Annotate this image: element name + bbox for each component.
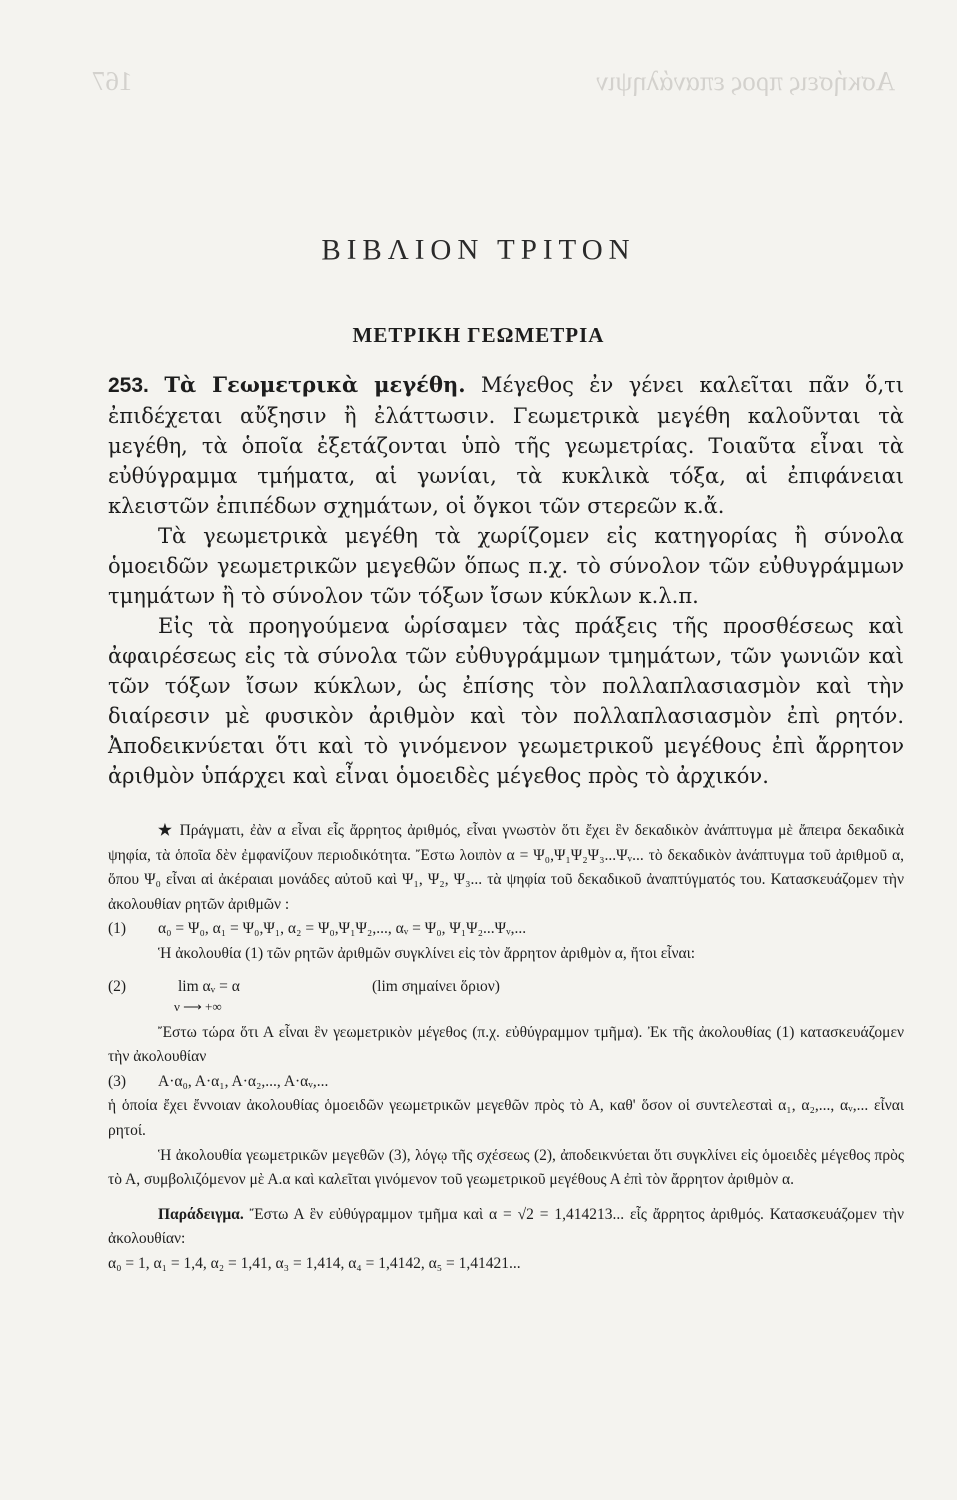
section-number: 253. [108,374,149,397]
paragraph-253 [108,370,904,521]
main-text [108,370,904,791]
bleed-through-page-number: 167 [92,66,133,96]
note-paragraph-5: Ἡ ἀκολουθία γεωμετρικῶν μεγεθῶν (3), λόγῳ τῆς σχέσεως (2), ἀποδεικνύεται ὅτι συγκλίνει εἰς ὁμοειδὲς μέγεθος πρὸς τὸ Α, συμβολιζόμενον μὲ Α.α καὶ καλεῖται γινόμενον τοῦ γεωμετρικοῦ μεγέθους Α ἐπὶ τὸν ἄρρητον ἀριθμὸν α. [108,1146,904,1189]
note-paragraph-4: ἡ ὁποία ἔχει ἔννοιαν ἀκολουθίας ὁμοειδῶν γεωμετρικῶν μεγεθῶν πρὸς τὸ Α, καθ' ὅσον οἱ συντελεσταὶ α₁, α₂,..., αᵥ,... εἶναι ρητοί. [108,1097,904,1139]
example-equation [108,1252,904,1277]
equation-1-body: α₀ = Ψ₀, α₁ = Ψ₀,Ψ₁, α₂ = Ψ₀,Ψ₁Ψ₂,..., αᵥ = Ψ₀, Ψ₁Ψ₂...Ψᵥ,... [158,920,527,938]
example-equation-body: α₀ = 1, α₁ = 1,4, α₂ = 1,41, α₃ = 1,414, α₄ = 1,4142, α₅ = 1,41421... [108,1254,521,1272]
paragraph-operations: Εἰς τὰ προηγούμενα ὡρίσαμεν τὰς πράξεις τῆς προσθέσεως καὶ ἀφαιρέσεως εἰς τὰ σύνολα τῶν εὐθυγράμμων τμημάτων, τῶν γωνιῶν καὶ τῶν τόξων ἴσων κύκλων, ὡς ἐπίσης τὸν πολλαπλασιασμὸν καὶ τὴν διαίρεσιν μὲ φυσικὸν ἀριθμὸν καὶ τὸν πολλαπλασιασμὸν ἐπὶ ρητόν. Ἀποδεικνύεται ὅτι καὶ τὸ γινόμενον γεωμετρικοῦ μεγέθους ἐπὶ ἄρρητον ἀριθμὸν ὑπάρχει καὶ εἶναι ὁμοειδὲς μέγεθος πρὸς τὸ ἀρχικόν. [108,614,904,788]
note-paragraph-2: Ἡ ἀκολουθία (1) τῶν ρητῶν ἀριθμῶν συγκλίνει εἰς τὸν ἄρρητον ἀριθμὸν α, ἤτοι εἶναι: [158,944,696,962]
section-heading: Τὰ Γεωμετρικὰ μεγέθη. [164,372,466,397]
note-paragraph-3: Ἔστω τώρα ὅτι Α εἶναι ἓν γεωμετρικὸν μέγεθος (π.χ. εὐθύγραμμον τμῆμα). Ἐκ τῆς ἀκολουθίας (1) κατασκευάζομεν τὴν ἀκολουθίαν [108,1023,904,1066]
star-icon: ★ [158,822,174,839]
equation-3 [108,1070,904,1095]
example-text: Ἔστω Α ἓν εὐθύγραμμον τμῆμα καὶ α = √2 = 1,414213... εἷς ἄρρητος ἀριθμός. Κατασκευάζομεν τὴν ἀκολουθίαν: [108,1205,904,1248]
paragraph-categories: Τὰ γεωμετρικὰ μεγέθη τὰ χωρίζομεν εἰς κατηγορίας ἢ σύνολα ὁμοειδῶν γεωμετρικῶν μεγεθῶν ὅπως π.χ. τὸ σύνολον τῶν εὐθυγράμμων τμημάτων ἢ τὸ σύνολον τῶν τόξων ἴσων κύκλων κ.λ.π. [108,524,904,608]
note-text-1: Πράγματι, ἐὰν α εἶναι εἷς ἄρρητος ἀριθμός, εἶναι γνωστὸν ὅτι ἔχει ἓν δεκαδικὸν ἀνάπτυγμα μὲ ἄπειρα δεκαδικὰ ψηφία, τὰ ὁποῖα δὲν ἐμφανίζουν περιοδικότητα. Ἔστω λοιπὸν α = Ψ₀,Ψ₁Ψ₂Ψ₃...Ψᵥ... τὸ δεκαδικὸν ἀνάπτυγμα τοῦ ἀριθμοῦ α, ὅπου Ψ₀ εἶναι αἱ ἀκέραιαι μονάδες αὐτοῦ καὶ Ψ₁, Ψ₂, Ψ₃... τὰ ψηφία τοῦ δεκαδικοῦ ἀναπτύγματός του. Κατασκευάζομεν τὴν ἀκολουθίαν ρητῶν ἀριθμῶν : [108,822,904,913]
equation-2-number: (2) [108,977,127,995]
equation-2-body: lim αᵥ = α [178,977,240,995]
equation-3-number: (3) [108,1072,127,1090]
equation-3-body: Α·α₀, Α·α₁, Α·α₂,..., Α·αᵥ,... [158,1072,329,1090]
bleed-through-header: Ασκήσεις προς επανάληψιν [596,66,896,96]
paragraph-text: Μέγεθος ἐν γένει καλεῖται πᾶν ὅ,τι ἐπιδέχεται αὔξησιν ἢ ἐλάττωσιν. Γεωμετρικὰ μεγέθη καλοῦνται τὰ μεγέθη, τὰ ὁποῖα ἐξετάζονται ὑπὸ τῆς γεωμετρίας. Τοιαῦτα εἶναι τὰ εὐθύγραμμα τμήματα, αἱ γωνίαι, τὰ κυκλικὰ τόξα, αἱ ἐπιφάνειαι κλειστῶν ἐπιπέδων σχημάτων, οἱ ὄγκοι τῶν στερεῶν κ.ἄ. [108,373,904,518]
footnote-block [108,819,904,1277]
equation-2 [108,975,904,1015]
note-paragraph-1 [108,819,904,917]
example-label: Παράδειγμα. [158,1205,244,1223]
book-title: ΒΙΒΛΙΟΝ ΤΡΙΤΟΝ [321,234,636,266]
equation-2-note: (lim σημαίνει ὅριον) [372,977,500,995]
section-title: ΜΕΤΡΙΚΗ ΓΕΩΜΕΤΡΙΑ [352,323,605,347]
equation-1 [108,917,904,942]
equation-1-number: (1) [108,920,127,938]
example-paragraph [108,1203,904,1252]
equation-2-subscript: ν ⟶ +∞ [174,998,222,1014]
